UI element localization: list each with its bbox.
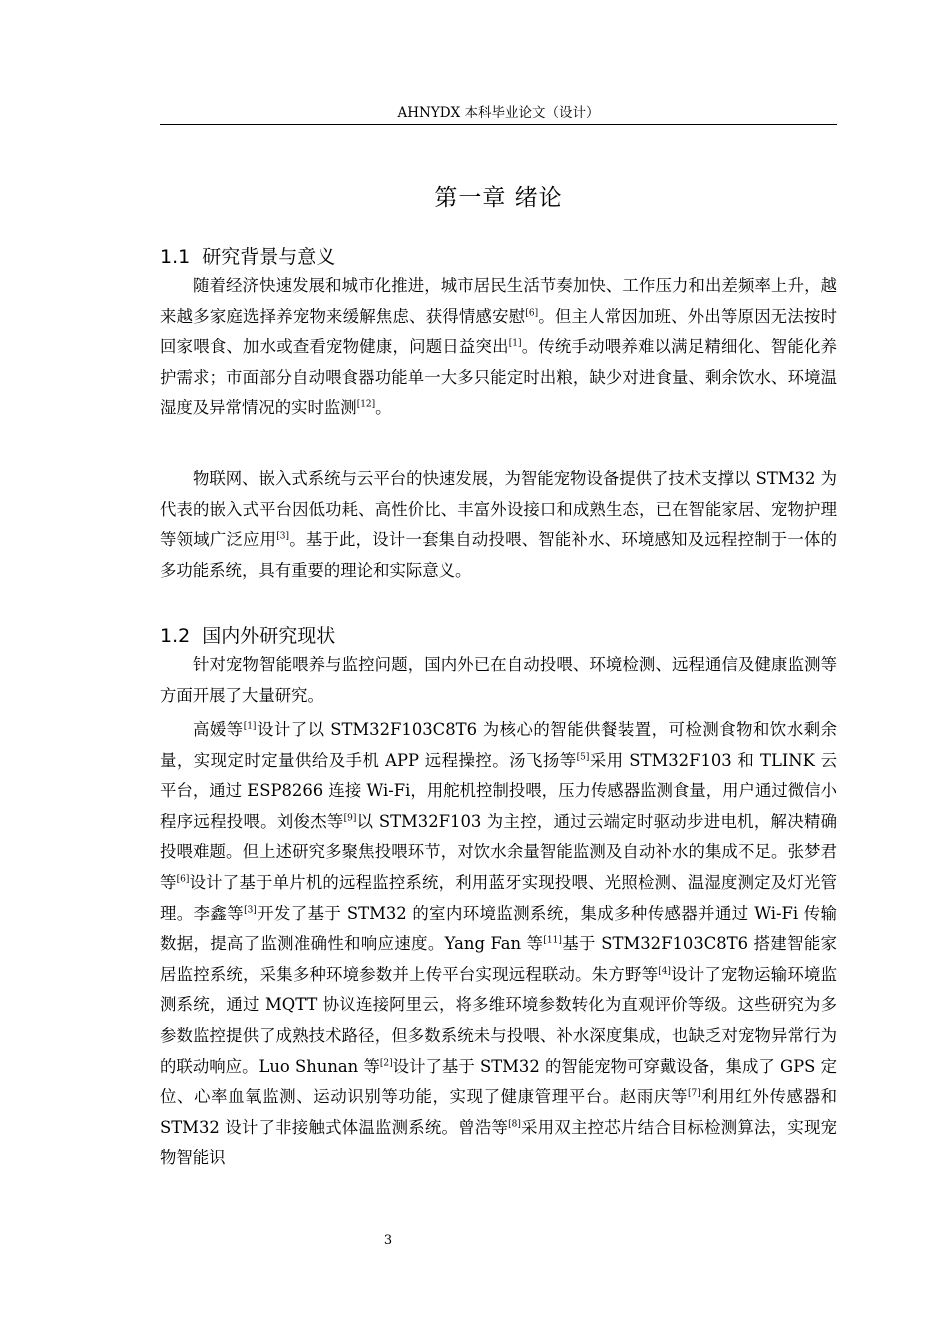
paragraph-text: 采用 STM32F103 和 TLINK 云平台，通过 ESP8266 连接 Wi-Fi，用舵机控制投喂，压力传感器监测食量，用户通过微信小程序远程投喂。刘俊杰等 xyxy=(160,750,837,831)
paragraph-text: 设计了以 STM32F103C8T6 为核心的智能供餐装置，可检测食物和饮水剩余量，实现定时定量供给及手机 APP 远程操控。汤飞扬等 xyxy=(160,720,837,770)
citation-marker: [3] xyxy=(244,905,257,916)
paragraph-text: 设计了宠物运输环境监测系统，通过 MQTT 协议连接阿里云，将多维环境参数转化为直观评价等级。这些研究为多参数监控提供了成熟技术路径，但多数系统未与投喂、补水深度集成，也缺乏对宠物异常行为的联动响应。Luo Shunan 等 xyxy=(160,964,837,1076)
paragraph-text: 。传统手动喂养难以满足精细化、智能化养护需求；市面部分自动喂食器功能单一大多只能定时出粮，缺少对进食量、剩余饮水、环境温湿度及异常情况的实时监测 xyxy=(160,337,838,418)
citation-marker: [5] xyxy=(576,752,590,763)
section-heading xyxy=(160,244,335,270)
citation-marker: [4] xyxy=(658,966,671,977)
body-paragraph xyxy=(160,271,837,424)
paragraph-text: 随着经济快速发展和城市化推进，城市居民生活节奏加快、工作压力和出差频率上升，越来越多家庭选择养宠物来缓解焦虑、获得情感安慰 xyxy=(160,276,837,326)
paragraph-text: 设计了基于单片机的远程监控系统，利用蓝牙实现投喂、光照检测、温湿度测定及灯光管理。李鑫等 xyxy=(160,872,838,923)
paragraph-text: 利用红外传感器和 STM32 设计了非接触式体温监测系统。曾浩等 xyxy=(160,1087,838,1137)
citation-marker: [9] xyxy=(343,813,357,824)
body-paragraph xyxy=(160,715,837,1174)
body-paragraph xyxy=(160,464,837,586)
citation-marker: [7] xyxy=(688,1088,701,1099)
paragraph-text: 物联网、嵌入式系统与云平台的快速发展，为智能宠物设备提供了技术支撑以 STM32 为代表的嵌入式平台因低功耗、高性价比、丰富外设接口和成熟生态，已在智能家居、宠物护理等领域广泛应用 xyxy=(160,469,837,550)
paragraph-text: 基于 STM32F103C8T6 搭建智能家居监控系统，采集多种环境参数并上传平台实现远程联动。朱方野等 xyxy=(160,934,837,984)
header-rule xyxy=(160,124,837,125)
citation-marker: [1] xyxy=(508,338,522,349)
citation-marker: [6] xyxy=(525,308,539,319)
paragraph-text: 。但主人常因加班、外出等原因无法按时回家喂食、加水或查看宠物健康，问题日益突出 xyxy=(160,306,838,357)
citation-marker: [6] xyxy=(176,874,190,885)
paragraph-text: 采用双主控芯片结合目标检测算法，实现宠物智能识 xyxy=(160,1117,838,1168)
citation-marker: [3] xyxy=(276,531,289,542)
paragraph-text: 针对宠物智能喂养与监控问题，国内外已在自动投喂、环境检测、远程通信及健康监测等方面开展了大量研究。 xyxy=(160,655,837,705)
paragraph-text: 。基于此，设计一套集自动投喂、智能补水、环境感知及远程控制于一体的多功能系统，具有重要的理论和实际意义。 xyxy=(160,530,838,580)
paragraph-text: 。 xyxy=(375,398,392,418)
body-paragraph xyxy=(160,650,837,711)
chapter-title: 第一章 绪论 xyxy=(434,185,563,211)
citation-marker: [2] xyxy=(379,1058,393,1069)
section-number: 1.1 xyxy=(160,246,191,268)
citation-marker: [1] xyxy=(243,721,257,732)
paragraph-text: 设计了基于 STM32 的智能宠物可穿戴设备，集成了 GPS 定位、心率血氧监测、运动识别等功能，实现了健康管理平台。赵雨庆等 xyxy=(160,1056,837,1107)
paragraph-text: 高媛等 xyxy=(193,720,244,739)
paragraph-text: 以 STM32F103 为主控，通过云端定时驱动步进电机，解决精确投喂难题。但上述研究多聚焦投喂环节，对饮水余量智能监测及自动补水的集成不足。张梦君等 xyxy=(160,811,837,892)
citation-marker: [8] xyxy=(508,1119,521,1130)
page-number: 3 xyxy=(383,1233,393,1248)
citation-marker: [11] xyxy=(543,935,562,946)
section-heading xyxy=(160,623,335,649)
citation-marker: [12] xyxy=(356,399,376,410)
section-title: 研究背景与意义 xyxy=(202,246,336,268)
section-number: 1.2 xyxy=(160,625,191,647)
running-header: AHNYDX 本科毕业论文（设计） xyxy=(397,105,600,121)
paragraph-text: 开发了基于 STM32 的室内环境监测系统，集成多种传感器并通过 Wi-Fi 传输数据，提高了监测准确性和响应速度。Yang Fan 等 xyxy=(160,903,838,954)
section-title: 国内外研究现状 xyxy=(202,625,336,647)
